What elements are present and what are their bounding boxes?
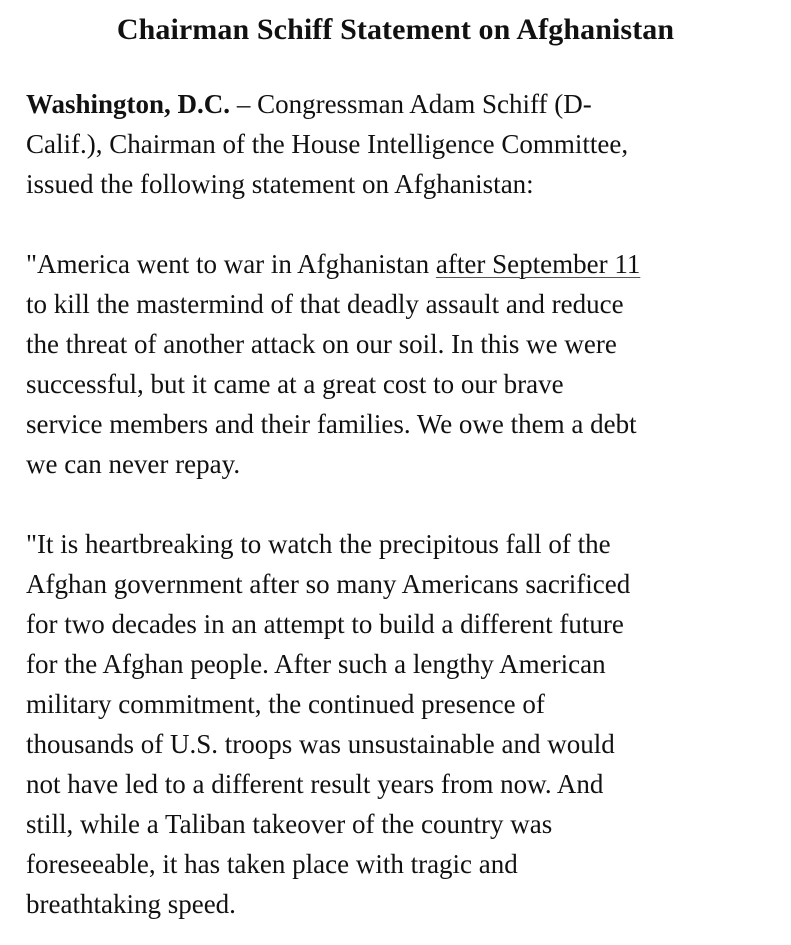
intro-line xyxy=(26,84,765,124)
intro-line: Calif.), Chairman of the House Intelligence Committee, xyxy=(26,129,629,159)
quote-line: "It is heartbreaking to watch the precipitous fall of the xyxy=(26,529,611,559)
september-11-link[interactable]: after September 11 xyxy=(435,249,641,279)
quote-line: breathtaking speed. xyxy=(26,889,236,919)
statement-title: Chairman Schiff Statement on Afghanistan xyxy=(116,13,675,46)
dateline: Washington, D.C. xyxy=(26,89,231,119)
quote-paragraph-2 xyxy=(26,524,765,924)
intro-line-text: – Congressman Adam Schiff (D- xyxy=(230,89,592,119)
quote-line: still, while a Taliban takeover of the country was xyxy=(26,809,553,839)
quote-line: for two decades in an attempt to build a different future xyxy=(26,609,624,639)
quote-line xyxy=(26,244,765,284)
quote-line: foreseeable, it has taken place with tragic and xyxy=(26,849,518,879)
quote-line: the threat of another attack on our soil. In this we were xyxy=(26,329,617,359)
quote-line-text: "America went to war in Afghanistan xyxy=(26,249,436,279)
quote-line: to kill the mastermind of that deadly assault and reduce xyxy=(26,289,624,319)
quote-line: military commitment, the continued presence of xyxy=(26,689,545,719)
quote-line: service members and their families. We owe them a debt xyxy=(26,409,637,439)
intro-paragraph xyxy=(26,84,765,204)
quote-line: successful, but it came at a great cost to our brave xyxy=(26,369,564,399)
quote-line: Afghan government after so many Americans sacrificed xyxy=(26,569,631,599)
quote-line: we can never repay. xyxy=(26,449,241,479)
quote-line: for the Afghan people. After such a lengthy American xyxy=(26,649,606,679)
intro-line: issued the following statement on Afghanistan: xyxy=(26,169,534,199)
quote-line: not have led to a different result years from now. And xyxy=(26,769,604,799)
quote-line: thousands of U.S. troops was unsustainable and would xyxy=(26,729,615,759)
quote-paragraph-1 xyxy=(26,244,765,484)
